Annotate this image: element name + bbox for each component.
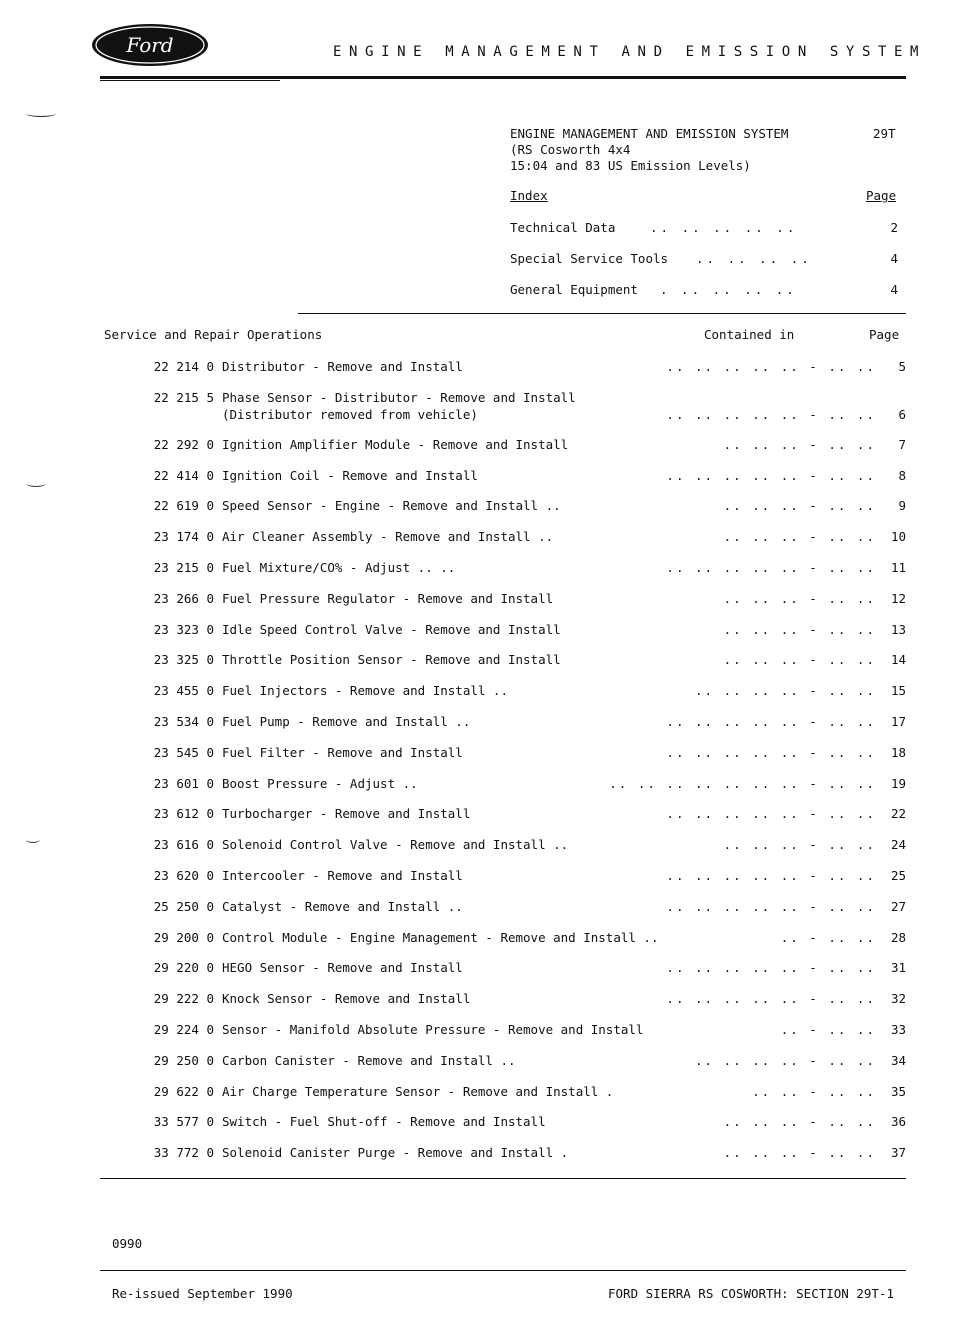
operation-page: 12 — [890, 590, 906, 606]
ford-logo — [90, 22, 210, 68]
footer-rule — [100, 1270, 906, 1271]
operation-description: Fuel Pump - Remove and Install .. — [222, 714, 471, 729]
margin-mark — [26, 836, 40, 843]
operation-leader: .. .. .. - .. .. — [723, 590, 876, 606]
operation-leader: .. .. .. .. .. - .. .. — [666, 560, 876, 575]
operation-page: 25 — [890, 868, 906, 883]
operation-leader: .. .. .. .. .. - .. .. — [666, 991, 876, 1007]
operation-leader: .. .. .. - .. .. — [723, 1145, 876, 1161]
section-title-line1: ENGINE MANAGEMENT AND EMISSION SYSTEM — [510, 126, 789, 141]
header-title: ENGINE MANAGEMENT AND EMISSION SYSTEM — [333, 44, 927, 60]
operation-page: 37 — [890, 1145, 906, 1161]
operations-heading: Service and Repair Operations — [104, 327, 323, 342]
operation-code: 23 323 0 — [153, 621, 214, 637]
operation-page: 17 — [890, 714, 906, 729]
index-item-page: 4 — [890, 251, 898, 266]
publication-reference: FORD SIERRA RS COSWORTH: SECTION 29T-1 — [608, 1286, 894, 1301]
header-rule-thin — [100, 80, 280, 81]
operation-description: Sensor - Manifold Absolute Pressure - Remove and Install — [222, 1022, 644, 1037]
operation-page: 7 — [898, 436, 906, 452]
index-item-leader: .. .. .. .. — [696, 251, 812, 266]
index-divider — [298, 313, 906, 314]
operation-code: 22 292 0 — [153, 436, 214, 452]
operation-description: Boost Pressure - Adjust .. — [222, 775, 418, 791]
operation-leader: .. .. .. - .. .. — [723, 652, 876, 668]
operation-description: Distributor - Remove and Install — [222, 359, 463, 374]
operation-description: Fuel Mixture/CO% - Adjust .. .. — [222, 560, 456, 575]
operations-page-heading: Page — [869, 327, 900, 342]
margin-mark — [26, 110, 56, 117]
operation-leader: .. .. .. - .. .. — [723, 529, 876, 545]
operation-code: 23 601 0 — [153, 775, 214, 791]
index-item-leader: .. .. .. .. .. — [650, 220, 798, 235]
operation-description: Knock Sensor - Remove and Install — [222, 991, 471, 1007]
operation-page: 19 — [890, 775, 906, 791]
operation-leader: .. .. .. .. .. - .. .. — [666, 744, 876, 760]
operation-description: Fuel Injectors - Remove and Install .. — [222, 683, 508, 699]
operation-page: 8 — [898, 467, 906, 483]
operation-leader: .. .. .. - .. .. — [723, 1114, 876, 1130]
reissued-date: Re-issued September 1990 — [112, 1286, 293, 1301]
operation-code: 23 534 0 — [153, 714, 214, 729]
operation-code: 29 220 0 — [153, 960, 214, 976]
index-page-heading: Page — [866, 188, 897, 203]
operations-contained-heading: Contained in — [704, 327, 795, 342]
operation-leader: .. .. .. .. - .. .. — [695, 683, 876, 699]
operation-description: Intercooler - Remove and Install — [222, 868, 463, 883]
operation-leader: .. .. .. .. .. .. .. - .. .. — [609, 775, 876, 791]
operation-description: Ignition Amplifier Module - Remove and Install — [222, 436, 569, 452]
operation-description: Speed Sensor - Engine - Remove and Install .. — [222, 498, 561, 514]
operation-description: HEGO Sensor - Remove and Install — [222, 960, 463, 976]
operation-leader: .. .. .. .. .. - .. .. — [666, 960, 876, 976]
operation-code: 22 214 0 — [153, 359, 214, 374]
operation-description: Catalyst - Remove and Install .. — [222, 898, 463, 914]
operation-leader: .. .. .. .. - .. .. — [695, 1052, 876, 1068]
operation-code: 22 414 0 — [153, 467, 214, 483]
index-item — [510, 220, 898, 238]
ford-oval-icon — [90, 22, 210, 68]
operation-leader: .. .. - .. .. — [752, 1083, 876, 1099]
operation-leader: .. .. .. - .. .. — [723, 837, 876, 853]
index-item — [510, 251, 898, 269]
operation-code: 29 250 0 — [153, 1052, 214, 1068]
doc-number: 0990 — [112, 1236, 143, 1251]
index-item-label: Special Service Tools — [510, 251, 669, 266]
operation-leader: .. .. .. .. .. - .. .. — [666, 868, 876, 883]
operation-leader: .. .. .. .. .. - .. .. — [666, 898, 876, 914]
operation-page: 15 — [890, 683, 906, 699]
operation-description: Solenoid Control Valve - Remove and Install .. — [222, 837, 569, 853]
operation-description-continued: (Distributor removed from vehicle) — [222, 406, 478, 422]
operation-page: 10 — [890, 529, 906, 545]
operation-code: 23 174 0 — [153, 529, 214, 545]
operation-page: 35 — [890, 1083, 906, 1099]
operation-code: 23 325 0 — [153, 652, 214, 668]
operation-leader: .. .. .. .. .. - .. .. — [666, 406, 876, 422]
operation-page: 31 — [890, 960, 906, 976]
operation-description: Turbocharger - Remove and Install — [222, 806, 471, 822]
operation-leader: .. .. .. .. .. - .. .. — [666, 806, 876, 822]
operation-code: 29 224 0 — [153, 1022, 214, 1037]
index-item-label: General Equipment — [510, 282, 638, 297]
index-item-label: Technical Data — [510, 220, 616, 235]
operation-page: 33 — [890, 1022, 906, 1037]
operation-code: 23 616 0 — [153, 837, 214, 853]
operation-description: Air Charge Temperature Sensor - Remove and Install . — [222, 1083, 614, 1099]
operation-leader: .. .. .. .. .. - .. .. — [666, 359, 876, 374]
operation-leader: .. .. .. - .. .. — [723, 436, 876, 452]
operation-description: Switch - Fuel Shut-off - Remove and Install — [222, 1114, 546, 1130]
operation-page: 18 — [890, 744, 906, 760]
operation-page: 28 — [890, 929, 906, 945]
operation-leader: .. .. .. - .. .. — [723, 621, 876, 637]
operation-page: 32 — [890, 991, 906, 1007]
operation-leader: .. - .. .. — [780, 929, 876, 945]
operation-description: Carbon Canister - Remove and Install .. — [222, 1052, 516, 1068]
operation-code: 23 455 0 — [153, 683, 214, 699]
operation-page: 22 — [890, 806, 906, 822]
operation-description: Ignition Coil - Remove and Install — [222, 467, 478, 483]
index-item — [510, 282, 898, 300]
operation-code: 22 619 0 — [153, 498, 214, 514]
operation-code: 22 215 5 — [153, 389, 214, 405]
operation-page: 9 — [898, 498, 906, 514]
index-heading: Index — [510, 188, 548, 203]
operation-description: Fuel Pressure Regulator - Remove and Install — [222, 590, 554, 606]
operation-leader: .. - .. .. — [780, 1022, 876, 1037]
operation-page: 11 — [890, 560, 906, 575]
operation-page: 36 — [890, 1114, 906, 1130]
operation-page: 24 — [890, 837, 906, 853]
operation-page: 5 — [898, 359, 906, 374]
section-title-line3: 15:04 and 83 US Emission Levels) — [510, 158, 751, 173]
operation-code: 23 266 0 — [153, 590, 214, 606]
operation-page: 27 — [890, 898, 906, 914]
operation-code: 29 622 0 — [153, 1083, 214, 1099]
operation-page: 34 — [890, 1052, 906, 1068]
operation-description: Fuel Filter - Remove and Install — [222, 744, 463, 760]
operation-code: 33 577 0 — [153, 1114, 214, 1130]
operation-page: 14 — [890, 652, 906, 668]
operation-description: Throttle Position Sensor - Remove and Install — [222, 652, 561, 668]
ford-logo-text: Ford — [126, 33, 174, 57]
index-item-leader: . .. .. .. .. — [660, 282, 797, 297]
operation-description: Phase Sensor - Distributor - Remove and Install — [222, 389, 576, 405]
operation-page: 6 — [898, 406, 906, 422]
operation-description: Air Cleaner Assembly - Remove and Install .. — [222, 529, 554, 545]
index-item-page: 2 — [890, 220, 898, 235]
operation-code: 23 545 0 — [153, 744, 214, 760]
operation-code: 23 620 0 — [153, 868, 214, 883]
operation-code: 25 250 0 — [153, 898, 214, 914]
operation-leader: .. .. .. .. .. - .. .. — [666, 714, 876, 729]
operation-page: 13 — [890, 621, 906, 637]
operation-code: 23 215 0 — [153, 560, 214, 575]
operation-leader: .. .. .. .. .. - .. .. — [666, 467, 876, 483]
margin-mark — [26, 480, 46, 487]
section-title-line2: (RS Cosworth 4x4 — [510, 142, 631, 157]
operation-description: Solenoid Canister Purge - Remove and Install . — [222, 1145, 569, 1161]
operation-code: 23 612 0 — [153, 806, 214, 822]
section-code: 29T — [873, 126, 896, 141]
operation-description: Control Module - Engine Management - Remove and Install .. — [222, 929, 659, 945]
operation-code: 29 200 0 — [153, 929, 214, 945]
operation-description: Idle Speed Control Valve - Remove and Install — [222, 621, 561, 637]
footer-top-rule — [100, 1178, 906, 1179]
operation-code: 29 222 0 — [153, 991, 214, 1007]
index-item-page: 4 — [890, 282, 898, 297]
header-rule — [100, 76, 906, 79]
operation-leader: .. .. .. - .. .. — [723, 498, 876, 514]
operation-code: 33 772 0 — [153, 1145, 214, 1161]
